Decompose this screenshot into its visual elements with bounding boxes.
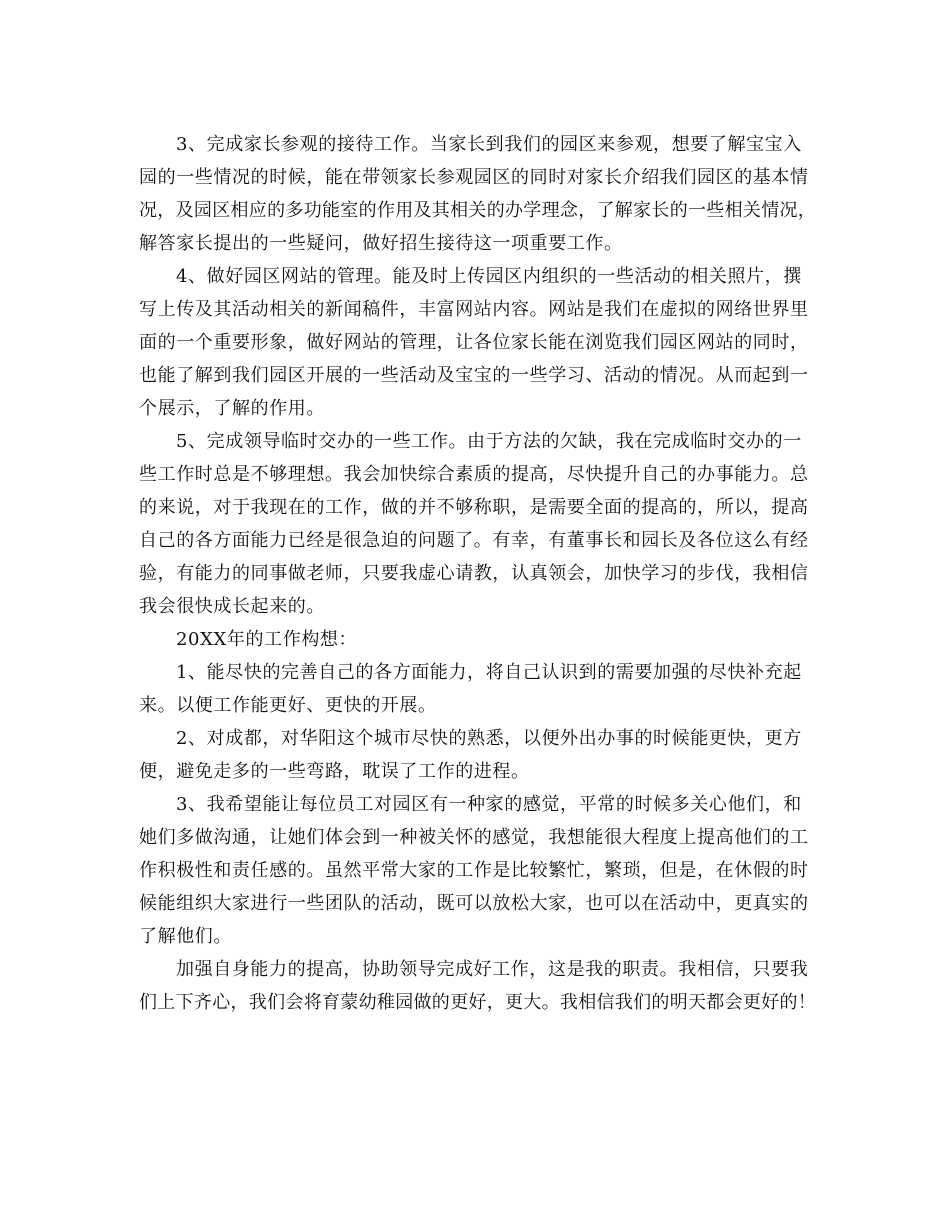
text-line: 写上传及其活动相关的新闻稿件，丰富网站内容。网站是我们在虚拟的网络世界里 <box>139 299 809 320</box>
text-line: 况，及园区相应的多功能室的作用及其相关的办学理念，了解家长的一些相关情况， <box>139 200 817 221</box>
paragraph-temporary-tasks <box>139 425 819 623</box>
text-line: 验，有能力的同事做老师，只要我虚心请教，认真领会，加快学习的步伐，我相信 <box>139 563 809 584</box>
text-line: 面的一个重要形象，做好网站的管理，让各位家长能在浏览我们园区网站的同时， <box>139 332 809 353</box>
text-line: 她们多做沟通，让她们体会到一种被关怀的感觉，我想能很大程度上提高他们的工 <box>139 827 809 848</box>
text-line: 20XX年的工作构想： <box>176 629 358 650</box>
text-line: 候能组织大家进行一些团队的活动，既可以放松大家，也可以在活动中，更真实的 <box>139 893 809 914</box>
text-line: 个展示，了解的作用。 <box>139 398 325 419</box>
text-line: 了解他们。 <box>139 926 232 947</box>
text-line: 的来说，对于我现在的工作，做的并不够称职，是需要全面的提高的，所以，提高 <box>139 497 809 518</box>
text-line: 1、能尽快的完善自己的各方面能力，将自己认识到的需要加强的尽快补充起 <box>176 662 802 683</box>
document-body <box>139 128 819 1019</box>
paragraph-reception <box>139 128 819 260</box>
text-line: 2、对成都，对华阳这个城市尽快的熟悉，以便外出办事的时候能更快，更方 <box>176 728 802 749</box>
text-line: 们上下齐心，我们会将育蒙幼稚园做的更好，更大。我相信我们的明天都会更好的！ <box>139 992 817 1013</box>
text-line: 来。以便工作能更好、更快的开展。 <box>139 695 437 716</box>
text-line: 4、做好园区网站的管理。能及时上传园区内组织的一些活动的相关照片，撰 <box>176 266 802 287</box>
text-line: 加强自身能力的提高，协助领导完成好工作，这是我的职责。我相信，只要我 <box>176 959 809 980</box>
text-line: 5、完成领导临时交办的一些工作。由于方法的欠缺，我在完成临时交办的一 <box>176 431 802 452</box>
text-line: 园的一些情况的时候，能在带领家长参观园区的同时对家长介绍我们园区的基本情 <box>139 167 809 188</box>
text-line: 解答家长提出的一些疑问，做好招生接待这一项重要工作。 <box>139 233 623 254</box>
paragraph-plan-3 <box>139 788 819 953</box>
paragraph-conclusion <box>139 953 819 1019</box>
text-line: 作积极性和责任感的。虽然平常大家的工作是比较繁忙，繁琐，但是，在休假的时 <box>139 860 809 881</box>
text-line: 我会很快成长起来的。 <box>139 596 325 617</box>
text-line: 便，避免走多的一些弯路，耽误了工作的进程。 <box>139 761 530 782</box>
paragraph-plan-2 <box>139 722 819 788</box>
text-line: 3、我希望能让每位员工对园区有一种家的感觉，平常的时候多关心他们，和 <box>176 794 802 815</box>
paragraph-website <box>139 260 819 425</box>
text-line: 也能了解到我们园区开展的一些活动及宝宝的一些学习、活动的情况。从而起到一 <box>139 365 809 386</box>
section-heading-work-plan <box>139 623 819 656</box>
paragraph-plan-1 <box>139 656 819 722</box>
text-line: 3、完成家长参观的接待工作。当家长到我们的园区来参观，想要了解宝宝入 <box>176 134 802 155</box>
text-line: 自己的各方面能力已经是很急迫的问题了。有幸，有董事长和园长及各位这么有经 <box>139 530 809 551</box>
text-line: 些工作时总是不够理想。我会加快综合素质的提高，尽快提升自己的办事能力。总 <box>139 464 809 485</box>
